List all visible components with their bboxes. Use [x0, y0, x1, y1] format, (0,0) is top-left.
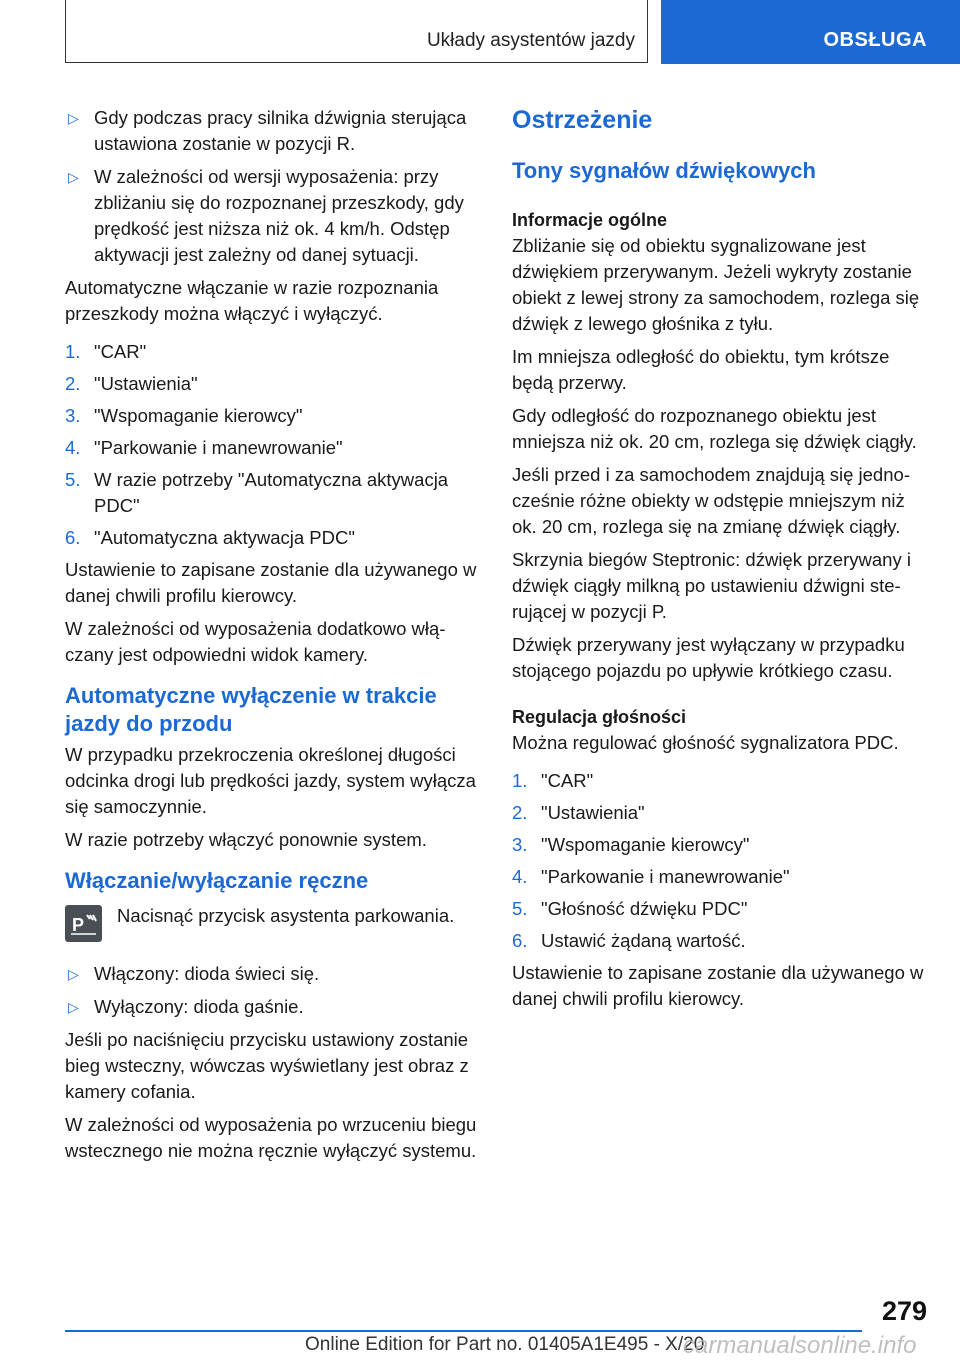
left-column	[65, 105, 480, 1171]
button-instruction	[65, 903, 480, 947]
paragraph: Im mniejsza odległość do obiektu, tym krótsze będą przerwy.	[512, 346, 890, 393]
subheading: Informacje ogólne	[512, 210, 668, 230]
triangle-bullet-icon: ▷	[68, 110, 79, 126]
list-item: ▷ W zależności od wersji wyposażenia: przy zbliżaniu się do rozpoznanej przeszkody, gdy prędkość jest niższa niż ok. 4 km/h. Odstęp aktywacji jest zależny od danej sytuacji.	[68, 166, 464, 265]
paragraph: W zależności od wyposażenia dodatkowo włączany jest odpowiedni widok kamery.	[65, 618, 446, 665]
step-item: 6. Ustawić żądaną wartość.	[512, 930, 746, 951]
step-item: 1. "CAR"	[65, 341, 147, 362]
paragraph: Ustawienie to zapisane zostanie dla używanego w danej chwili profilu kierowcy.	[512, 962, 924, 1009]
paragraph: Jeśli przed i za samochodem znajdują się jednocześnie różne obiekty w odstępie mniejszym niż ok. 20 cm, rozlega się na zmianę dźwięk ciągły.	[512, 464, 910, 537]
chapter-heading: Ostrzeżenie	[512, 106, 653, 134]
edition-text: Online Edition for Part no. 01405A1E495 - X/20	[305, 1334, 705, 1355]
paragraph: Zbliżanie się od obiektu sygnalizowane jest dźwiękiem przerywanym. Jeżeli wykryty zostanie obiekt z lewej strony za samochodem, rozlega się dźwięk z lewego głośnika z tyłu.	[512, 235, 920, 334]
list-item: ▷ Wyłączony: dioda gaśnie.	[65, 994, 480, 1020]
step-item: 5. W razie potrzeby "Automatyczna aktywacja PDC"	[65, 469, 449, 516]
section-heading: Tony sygnałów dźwiękowych	[512, 158, 816, 183]
paragraph: Można regulować głośność sygnalizatora PDC.	[512, 732, 899, 753]
triangle-bullet-icon: ▷	[68, 169, 79, 185]
list-item: ▷ Gdy podczas pracy silnika dźwignia sterująca ustawiona zostanie w pozycji R.	[68, 107, 467, 154]
step-item: 3. "Wspomaganie kierowcy"	[65, 405, 303, 426]
triangle-bullet-icon: ▷	[68, 966, 79, 982]
watermark: carmanualsonline.info	[683, 1332, 917, 1359]
step-item: 2. "Ustawienia"	[512, 802, 645, 823]
chapter-tab	[661, 0, 960, 64]
svg-text:P: P	[72, 915, 85, 935]
list-item: ▷ Włączony: dioda świeci się.	[65, 961, 480, 987]
paragraph: Automatyczne włączanie w razie rozpoznania przeszkody można włączyć i wyłączyć.	[65, 277, 439, 324]
subheading: Regulacja głośności	[512, 707, 687, 727]
paragraph: Gdy odległość do rozpoznanego obiektu jest mniejsza niż ok. 20 cm, rozlega się dźwięk ciągły.	[512, 405, 917, 452]
paragraph: Ustawienie to zapisane zostanie dla używanego w danej chwili profilu kierowcy.	[65, 559, 477, 606]
paragraph: Skrzynia biegów Steptronic: dźwięk przerywany i dźwięk ciągły milkną po ustawieniu dźwigni sterującej w pozycji P.	[512, 549, 911, 622]
right-column	[512, 105, 927, 1019]
step-item: 2. "Ustawienia"	[65, 373, 198, 394]
button-instruction-text: Nacisnąć przycisk asystenta parkowania.	[117, 905, 455, 926]
paragraph: Jeśli po naciśnięciu przycisku ustawiony zostanie bieg wsteczny, wówczas wyświetlany jest obraz z kamery cofania.	[65, 1029, 469, 1102]
page-number: 279	[881, 1296, 927, 1326]
step-item: 4. "Parkowanie i manewrowanie"	[512, 866, 790, 887]
step-item: 1. "CAR"	[512, 770, 594, 791]
triangle-bullet-icon: ▷	[68, 999, 79, 1015]
section-heading: Włączanie/wyłączanie ręczne	[65, 868, 369, 893]
step-item: 5. "Głośność dźwięku PDC"	[512, 898, 748, 919]
paragraph: W zależności od wyposażenia po wrzuceniu biegu wstecznego nie można ręcznie wyłączyć systemu.	[65, 1114, 477, 1161]
step-item: 4. "Parkowanie i manewrowanie"	[65, 437, 343, 458]
page-header	[0, 0, 960, 66]
paragraph: Dźwięk przerywany jest wyłączany w przypadku stojącego pojazdu po upływie krótkiego czasu.	[512, 634, 905, 681]
paragraph: W razie potrzeby włączyć ponownie system.	[65, 829, 427, 850]
paragraph: W przypadku przekroczenia określonej długości odcinka drogi lub prędkości jazdy, system wyłącza się samoczynnie.	[65, 744, 476, 817]
step-item: 6. "Automatyczna aktywacja PDC"	[65, 527, 355, 548]
section-tab	[65, 0, 648, 63]
section-heading: Automatyczne wyłączenie w trakcie jazdy do przodu	[65, 683, 437, 736]
step-item: 3. "Wspomaganie kierowcy"	[512, 834, 750, 855]
parking-assist-icon	[65, 905, 102, 942]
section-title: Układy asystentów jazdy	[426, 30, 635, 51]
chapter-title: OBSŁUGA	[823, 29, 927, 51]
